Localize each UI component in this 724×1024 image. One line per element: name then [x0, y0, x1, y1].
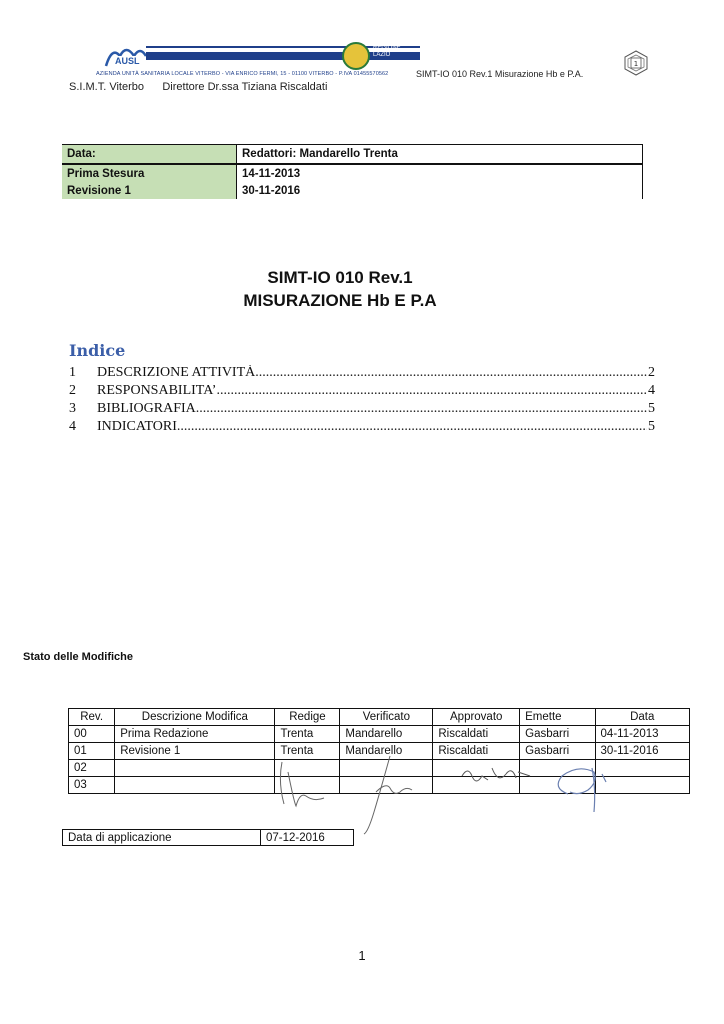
- table-cell: [275, 760, 340, 777]
- table-row: [69, 777, 690, 794]
- regione-text: REGIONE LAZIO: [373, 45, 401, 58]
- badge-number: 1: [633, 60, 639, 68]
- toc-number: 2: [69, 383, 76, 398]
- info-row-label: Prima Stesura: [62, 164, 237, 182]
- table-row: [69, 726, 690, 743]
- column-header: Data: [595, 709, 689, 726]
- table-cell: 00: [69, 726, 115, 743]
- info-row-value: 30-11-2016: [237, 182, 643, 199]
- applicazione-value: 07-12-2016: [261, 830, 354, 846]
- table-cell: Mandarello: [340, 743, 433, 760]
- department-name: S.I.M.T. Viterbo: [69, 81, 144, 93]
- director-name: Direttore Dr.ssa Tiziana Riscaldati: [162, 81, 328, 93]
- data-label: Data:: [62, 145, 237, 165]
- table-row: [63, 830, 354, 846]
- toc-title: INDICATORI: [97, 419, 177, 434]
- toc-title: DESCRIZIONE ATTIVITÀ: [97, 365, 256, 380]
- toc-page: 4: [648, 383, 655, 398]
- table-cell: [520, 777, 595, 794]
- toc-leader: [177, 419, 647, 435]
- modifiche-heading: Stato delle Modifiche: [23, 651, 134, 663]
- logo-ausl-text: AUSL: [115, 56, 140, 66]
- table-cell: Prima Redazione: [115, 726, 275, 743]
- table-header-row: [69, 709, 690, 726]
- regione-lazio-emblem-icon: [342, 42, 370, 70]
- applicazione-table: [62, 829, 354, 846]
- table-row: [69, 743, 690, 760]
- toc-entry[interactable]: [69, 365, 655, 383]
- table-cell: Gasbarri: [520, 743, 595, 760]
- column-header: Approvato: [433, 709, 520, 726]
- table-cell: 02: [69, 760, 115, 777]
- column-header: Redige: [275, 709, 340, 726]
- toc-page: 2: [648, 365, 655, 380]
- table-cell: Gasbarri: [520, 726, 595, 743]
- toc-title: BIBLIOGRAFIA: [97, 401, 196, 416]
- document-reference: SIMT-IO 010 Rev.1 Misurazione Hb e P.A.: [416, 69, 584, 79]
- table-cell: [340, 777, 433, 794]
- table-cell: Mandarello: [340, 726, 433, 743]
- table-cell: [433, 777, 520, 794]
- table-cell: [595, 777, 689, 794]
- document-title: SIMT-IO 010 Rev.1: [267, 268, 413, 287]
- toc-leader: [216, 383, 647, 399]
- table-cell: [595, 760, 689, 777]
- info-row-label: Revisione 1: [62, 182, 237, 199]
- table-of-contents: [69, 365, 655, 437]
- table-cell: 04-11-2013: [595, 726, 689, 743]
- document-info-table: [62, 144, 643, 199]
- info-header-row: [62, 145, 643, 165]
- table-cell: Revisione 1: [115, 743, 275, 760]
- table-cell: Trenta: [275, 726, 340, 743]
- table-row: [69, 760, 690, 777]
- info-row-value: 14-11-2013: [237, 164, 643, 182]
- revision-badge-icon: [623, 50, 649, 76]
- toc-entry[interactable]: [69, 401, 655, 419]
- toc-page: 5: [648, 419, 655, 434]
- ausl-logo: [76, 42, 421, 82]
- table-cell: [275, 777, 340, 794]
- applicazione-label: Data di applicazione: [63, 830, 261, 846]
- modifiche-table: [68, 708, 690, 794]
- index-heading: Indice: [69, 341, 126, 360]
- table-cell: [340, 760, 433, 777]
- info-row: [62, 164, 643, 182]
- toc-entry[interactable]: [69, 419, 655, 437]
- table-cell: [520, 760, 595, 777]
- toc-number: 4: [69, 419, 76, 434]
- table-cell: [115, 760, 275, 777]
- page-number: 1: [358, 948, 366, 963]
- toc-entry[interactable]: [69, 383, 655, 401]
- toc-leader: [255, 365, 647, 381]
- redattori-label: Redattori: Mandarello Trenta: [237, 145, 643, 165]
- toc-leader: [196, 401, 647, 417]
- toc-number: 1: [69, 365, 76, 380]
- table-cell: Riscaldati: [433, 726, 520, 743]
- table-cell: Riscaldati: [433, 743, 520, 760]
- table-cell: 01: [69, 743, 115, 760]
- table-cell: 30-11-2016: [595, 743, 689, 760]
- table-cell: 03: [69, 777, 115, 794]
- toc-title: RESPONSABILITA’: [97, 383, 217, 398]
- column-header: Descrizione Modifica: [115, 709, 275, 726]
- logo-address: AZIENDA UNITÀ SANITARIA LOCALE VITERBO - VIA ENRICO FERMI, 15 - 01100 VITERBO - P.IVA 01455570562: [96, 71, 389, 77]
- toc-number: 3: [69, 401, 76, 416]
- column-header: Emette: [520, 709, 595, 726]
- table-cell: [115, 777, 275, 794]
- table-cell: [433, 760, 520, 777]
- column-header: Verificato: [340, 709, 433, 726]
- toc-page: 5: [648, 401, 655, 416]
- table-cell: Trenta: [275, 743, 340, 760]
- department-line: [69, 81, 327, 93]
- info-row: [62, 182, 643, 199]
- column-header: Rev.: [69, 709, 115, 726]
- document-subtitle: MISURAZIONE Hb E P.A: [243, 291, 437, 310]
